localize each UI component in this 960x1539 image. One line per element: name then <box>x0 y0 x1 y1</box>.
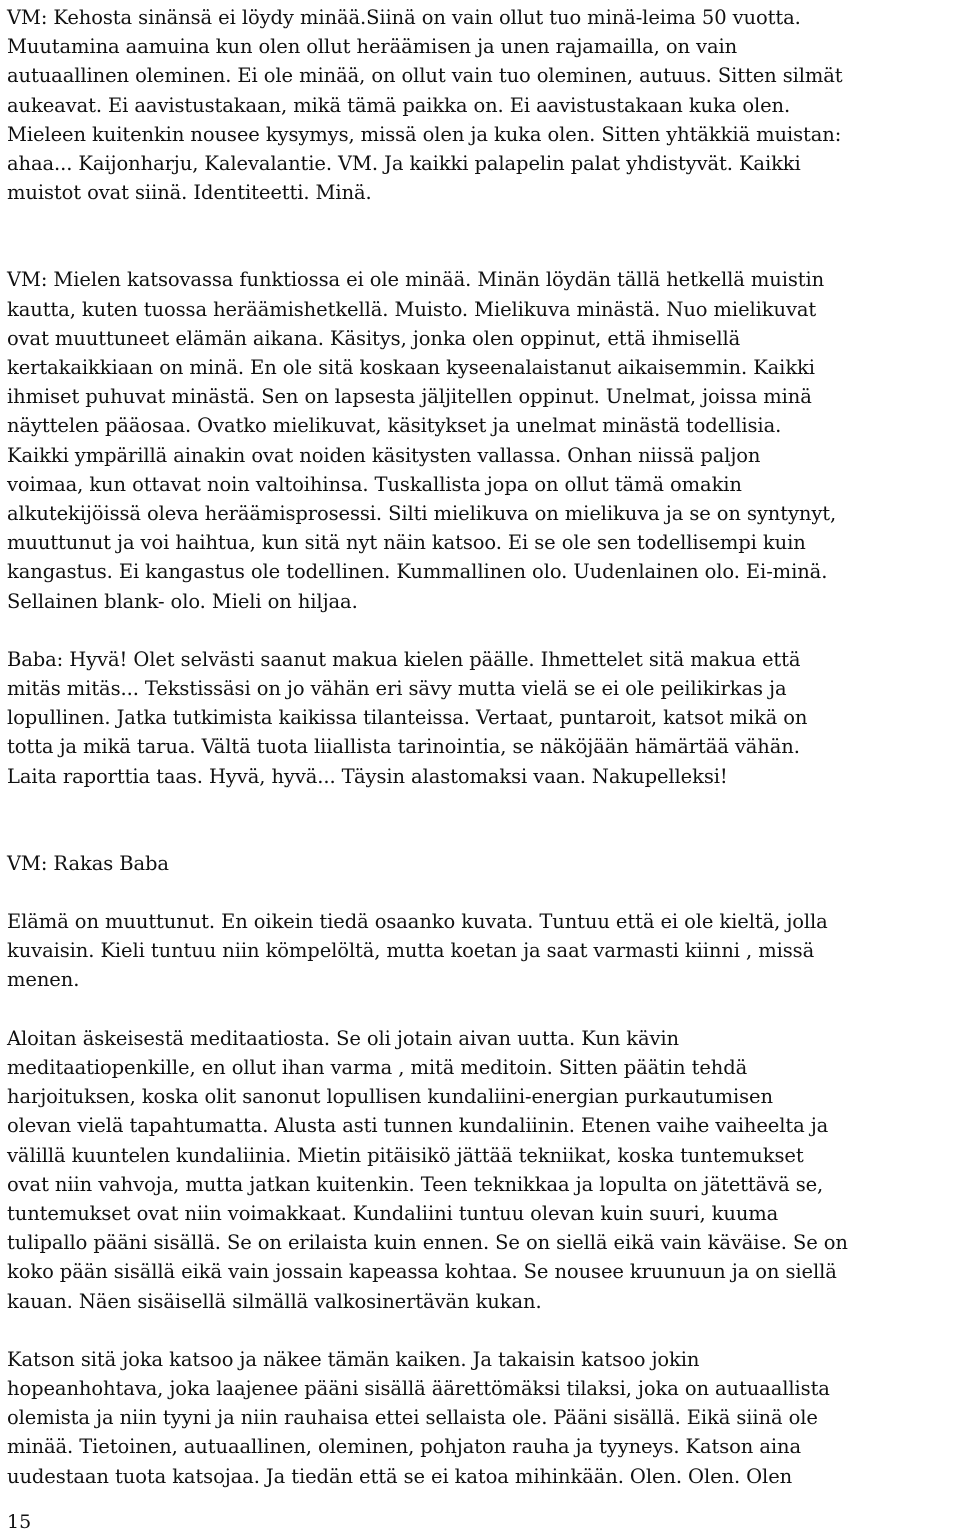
page-number: 15 <box>7 1511 32 1533</box>
paragraph-baba-reply: Baba: Hyvä! Olet selvästi saanut makua kielen päälle. Ihmettelet sitä makua että mitäs mitäs... Tekstissäsi on jo vähän eri sävy mutta vielä se ei ole peilikirkas ja lopullinen. Jatka tutkimista kaikissa tilanteissa. Vertaat, puntaroit, katsot mikä on totta ja mikä tarua. Vältä tuota liiallista tarinointia, se näköjään hämärtää vähän. Laita raporttia taas. Hyvä, hyvä... Täysin alastomaksi vaan. Nakupelleksi! <box>7 647 808 788</box>
paragraph-vm-mielen: VM: Mielen katsovassa funktiossa ei ole minää. Minän löydän tällä hetkellä muistin kautta, kuten tuossa heräämishetkellä. Muisto. Mielikuva minästä. Nuo mielikuvat ovat muuttuneet elämän aikana. Käsitys, jonka olen oppinut, että ihmisellä kertakaikkiaan on minä. En ole sitä koskaan kyseenalaistanut aikaisemmin. Kaikki ihmiset puhuvat minästä. Sen on lapsesta jäljitellen oppinut. Unelmat, joissa minä näyttelen pääosaa. Ovatko mielikuvat, käsitykset ja unelmat minästä todellisia. Kaikki ympärillä ainakin ovat noiden käsitysten vallassa. Onhan niissä paljon voimaa, kun ottavat noin valtoihinsa. Tuskallista jopa on ollut tämä omakin alkutekijöissä oleva heräämisprosessi. Silti mielikuva on mielikuva ja se on syntynyt, muuttunut ja voi haihtua, kun sitä nyt näin katsoo. Ei se ole sen todellisempi kuin kangastus. Ei kangastus ole todellinen. Kummallinen olo. Uudenlainen olo. Ei-minä. Sellainen blank- olo. Mieli on hiljaa. <box>7 268 837 613</box>
paragraph-spacer <box>7 878 955 907</box>
document-page <box>7 3 955 1491</box>
paragraph-spacer <box>7 207 955 265</box>
paragraph-elama: Elämä on muuttunut. En oikein tiedä osaanko kuvata. Tuntuu että ei ole kieltä, jolla kuvaisin. Kieli tuntuu niin kömpelöltä, mutta koetan ja saat varmasti kiinni , missä menen. <box>7 910 828 992</box>
paragraph-katsoja: Katson sitä joka katsoo ja näkee tämän kaiken. Ja takaisin katsoo jokin hopeanhohtava, joka laajenee pääni sisällä äärettömäksi tilaksi, joka on autuaallista olemista ja niin tyyni ja niin rauhaisa ettei sellaista ole. Pääni sisällä. Eikä siinä ole minää. Tietoinen, autuaallinen, oleminen, pohjaton rauha ja tyyneys. Katson aina uudestaan tuota katsojaa. Ja tiedän että se ei katoa mihinkään. Olen. Olen. Olen <box>7 1347 830 1488</box>
paragraph-spacer <box>7 791 955 849</box>
paragraph-meditaatio: Aloitan äskeisestä meditaatiosta. Se oli jotain aivan uutta. Kun kävin meditaatiopenkille, en ollut ihan varma , mitä meditoin. Sitten päätin tehdä harjoituksen, koska olit sanonut lopullisen kundaliini-energian purkautumisen olevan vielä tapahtumatta. Alusta asti tunnen kundaliinin. Etenen vaihe vaiheelta ja välillä kuuntelen kundaliinia. Mietin pitäisikö jättää tekniikat, koska tuntemukset ovat niin vahvoja, mutta jatkan kuitenkin. Teen teknikkaa ja lopulta on jätettävä se, tuntemukset ovat niin voimakkaat. Kundaliini tuntuu olevan kuin suuri, kuuma tulipallo pääni sisällä. Se on erilaista kuin ennen. Se on siellä eikä vain käväise. Se on koko pään sisällä eikä vain jossain kapeassa kohtaa. Se nousee kruunuun ja on siellä kauan. Näen sisäisellä silmällä valkosinertävän kukan. <box>7 1026 848 1313</box>
letter-salutation: VM: Rakas Baba <box>7 851 169 875</box>
paragraph-spacer <box>7 995 955 1024</box>
paragraph-vm-kehosta: VM: Kehosta sinänsä ei löydy minää.Siinä on vain ollut tuo minä-leima 50 vuotta. Muutamina aamuina kun olen ollut heräämisen ja unen rajamailla, on vain autuaallinen oleminen. Ei ole minää, on ollut vain tuo oleminen, autuus. Sitten silmät aukeavat. Ei aavistustakaan, mikä tämä paikka on. Ei aavistustakaan kuka olen. Mieleen kuitenkin nousee kysymys, missä olen ja kuka olen. Sitten yhtäkkiä muistan: ahaa... Kaijonharju, Kalevalantie. VM. Ja kaikki palapelin palat yhdistyvät. Kaikki muistot ovat siinä. Identiteetti. Minä. <box>7 6 843 205</box>
paragraph-spacer <box>7 1316 955 1345</box>
paragraph-spacer <box>7 616 955 645</box>
